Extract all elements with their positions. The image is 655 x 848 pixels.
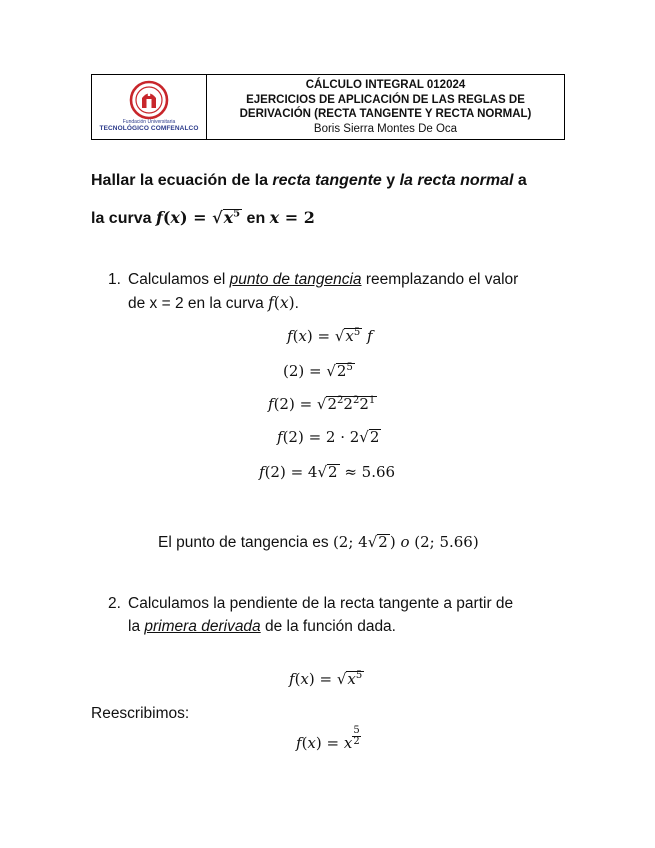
tangency-point-value: (2; 4√2 ) o (2; 5.66) [332, 533, 479, 551]
step2-text: la [128, 618, 145, 635]
step1-text: reemplazando el valor [361, 271, 519, 288]
problem-line2 [91, 208, 315, 228]
step2-line1: Calculamos la pendiente de la recta tangente a partir de [128, 595, 514, 612]
eq-step1-b: $(2) = √2^5$ [283, 362, 353, 380]
eq-step2-b: f(x) = x $\frac{5}{2}$ [296, 725, 360, 752]
inline-fx: f(x) [268, 294, 295, 312]
tangency-point-line [158, 533, 479, 552]
document-header [91, 74, 565, 140]
problem-term-tangent: recta tangente [272, 172, 382, 189]
document-title-line2: DERIVACIÓN (RECTA TANGENTE Y RECTA NORMAL) [239, 108, 532, 120]
author-name: Boris Sierra Montes De Oca [313, 122, 458, 135]
logo-cell [92, 75, 207, 139]
logo-caption-small: Fundación Universitaria [122, 119, 176, 125]
step1-line2 [128, 294, 299, 313]
eq-step1-a: $f(x) = √x^5$ f [287, 327, 373, 345]
rewrite-label: Reescribimos: [91, 705, 190, 722]
eq-step1-c: $f(2) = √2^22^22^1$ [268, 395, 376, 413]
logo-caption: TECNOLÓGICO COMFENALCO [99, 125, 199, 132]
step2-text: de la función dada. [260, 618, 396, 635]
problem-text: la curva [91, 210, 156, 227]
problem-line1 [91, 172, 527, 190]
course-title: CÁLCULO INTEGRAL 012024 [305, 79, 466, 91]
tangency-label: El punto de tangencia es [158, 534, 333, 551]
eq-step1-e: f(2) = 4√2 ≈ 5.66 [259, 463, 396, 481]
step1-text: de x = 2 en la curva [128, 295, 269, 312]
problem-text: en [242, 210, 270, 227]
point-equation: x = 2 [269, 208, 315, 227]
header-info [207, 75, 564, 139]
problem-term-normal: la recta normal [399, 172, 514, 189]
step1-text: . [294, 295, 299, 312]
step2-number: 2. [108, 595, 121, 612]
problem-text: Hallar la ecuación de la [91, 172, 273, 189]
step2-term-link: primera derivada [144, 618, 261, 635]
step2-line2 [128, 618, 396, 636]
document-title-line1: EJERCICIOS DE APLICACIÓN DE LAS REGLAS DE [246, 93, 525, 106]
step1-line1 [128, 271, 518, 289]
step1-term-link: punto de tangencia [229, 271, 362, 288]
curve-equation: $f(x) = √x^5$ [155, 208, 241, 227]
problem-text: a [513, 172, 527, 189]
problem-text: y [381, 172, 400, 189]
exponent-fraction: $\frac{5}{2}$ [353, 725, 360, 747]
eq-step2-a: $f(x) = √x^5$ [289, 670, 363, 688]
institution-logo-icon [129, 80, 169, 120]
eq-step1-d: f(2) = 2 · 2√2 [277, 428, 380, 446]
step1-text: Calculamos el [128, 271, 230, 288]
step1-number: 1. [108, 271, 121, 288]
